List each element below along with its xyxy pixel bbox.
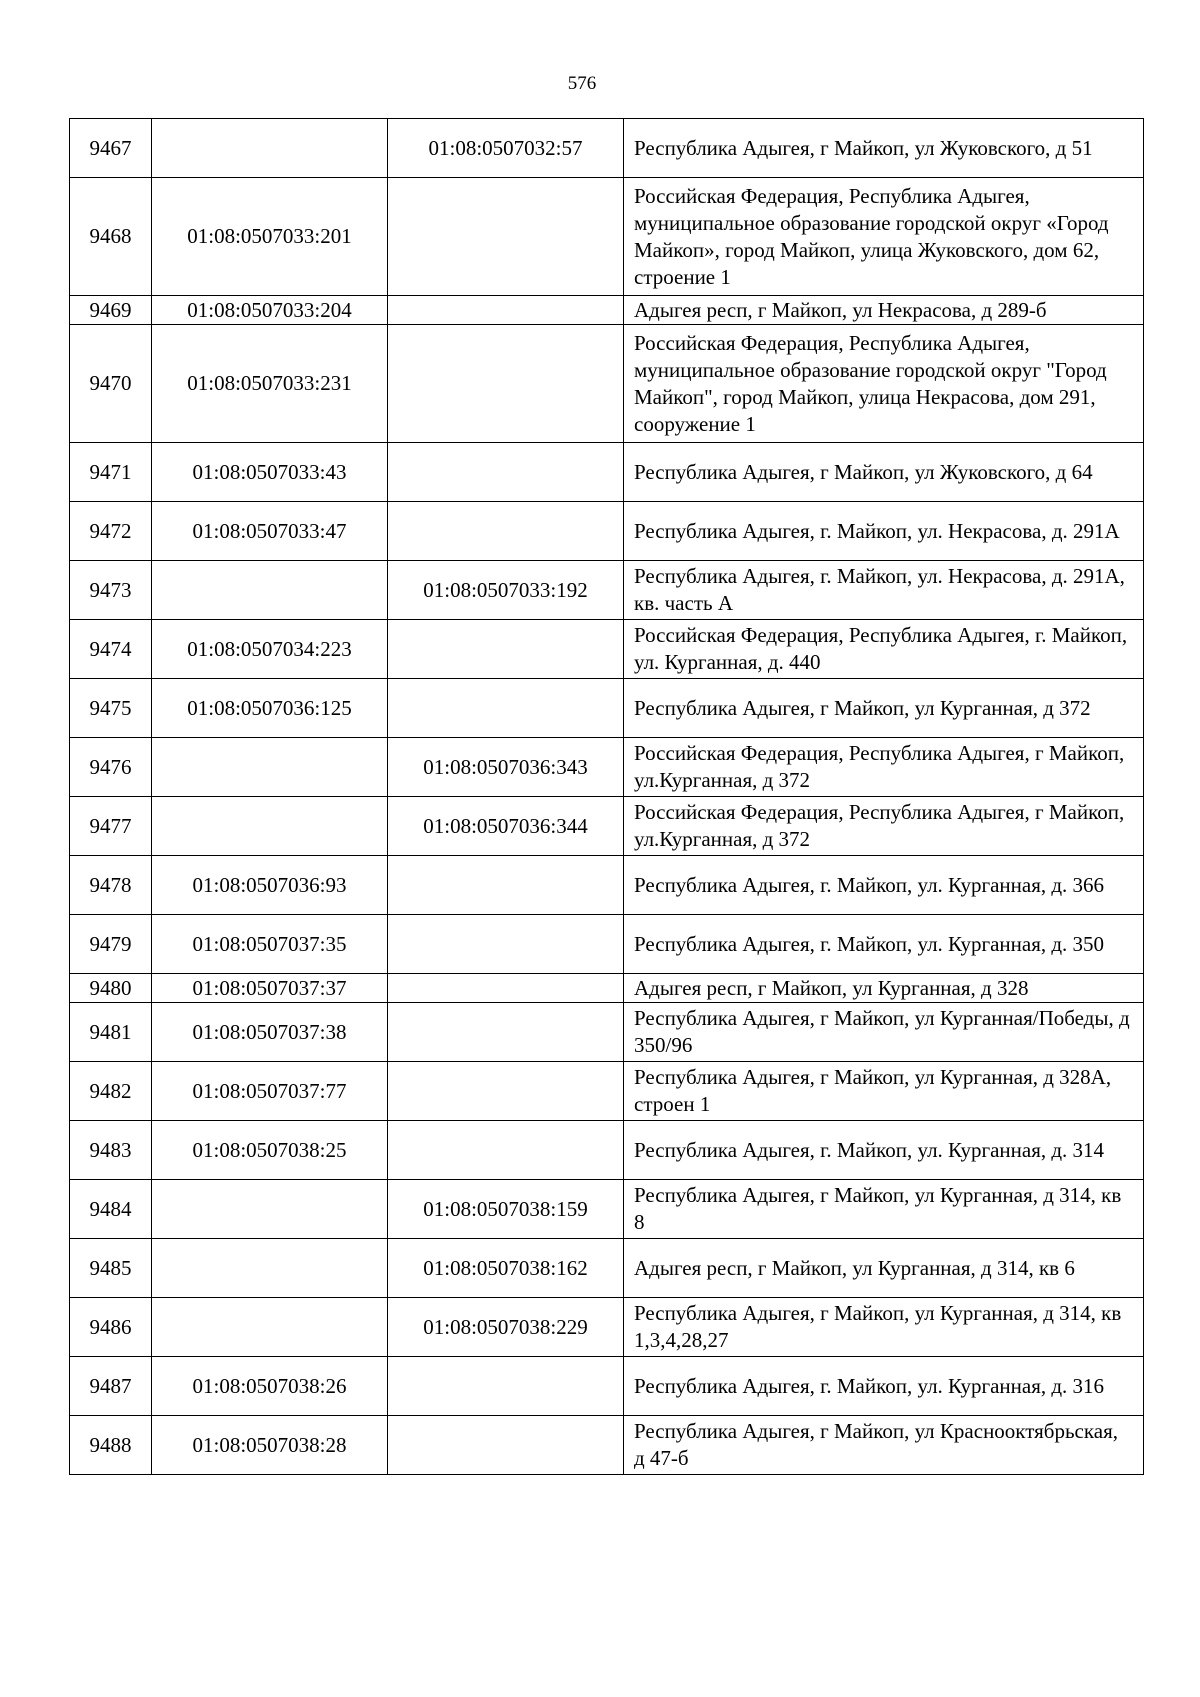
- row-number-cell: 9485: [70, 1239, 152, 1298]
- address-cell: Адыгея респ, г Майкоп, ул Курганная, д 328: [624, 974, 1144, 1003]
- land-cadastral-number-cell: 01:08:0507033:43: [152, 443, 388, 502]
- table-row: [70, 974, 1144, 1003]
- table-row: [70, 1298, 1144, 1357]
- table-row: [70, 1416, 1144, 1475]
- table-row: [70, 561, 1144, 620]
- land-cadastral-number-cell: 01:08:0507033:47: [152, 502, 388, 561]
- row-number-cell: 9471: [70, 443, 152, 502]
- table-row: [70, 1003, 1144, 1062]
- table-row: [70, 738, 1144, 797]
- land-cadastral-number-cell: [152, 119, 388, 178]
- row-number-cell: 9486: [70, 1298, 152, 1357]
- land-cadastral-number-cell: 01:08:0507037:38: [152, 1003, 388, 1062]
- land-cadastral-number-cell: [152, 738, 388, 797]
- address-cell: Российская Федерация, Республика Адыгея, г Майкоп, ул.Курганная, д 372: [624, 738, 1144, 797]
- address-cell: Адыгея респ, г Майкоп, ул Курганная, д 314, кв 6: [624, 1239, 1144, 1298]
- table-row: [70, 119, 1144, 178]
- row-number-cell: 9480: [70, 974, 152, 1003]
- address-cell: Российская Федерация, Республика Адыгея, муниципальное образование городской округ "Город Майкоп", город Майкоп, улица Некрасова, дом 291, сооружение 1: [624, 325, 1144, 443]
- land-cadastral-number-cell: 01:08:0507037:37: [152, 974, 388, 1003]
- object-cadastral-number-cell: [388, 296, 624, 325]
- object-cadastral-number-cell: [388, 1003, 624, 1062]
- table-row: [70, 1239, 1144, 1298]
- land-cadastral-number-cell: 01:08:0507033:204: [152, 296, 388, 325]
- row-number-cell: 9479: [70, 915, 152, 974]
- land-cadastral-number-cell: 01:08:0507033:231: [152, 325, 388, 443]
- address-cell: Адыгея респ, г Майкоп, ул Некрасова, д 289-б: [624, 296, 1144, 325]
- address-cell: Республика Адыгея, г Майкоп, ул Краснооктябрьская, д 47-б: [624, 1416, 1144, 1475]
- land-cadastral-number-cell: 01:08:0507033:201: [152, 178, 388, 296]
- row-number-cell: 9482: [70, 1062, 152, 1121]
- row-number-cell: 9478: [70, 856, 152, 915]
- row-number-cell: 9476: [70, 738, 152, 797]
- land-cadastral-number-cell: [152, 1239, 388, 1298]
- object-cadastral-number-cell: [388, 915, 624, 974]
- object-cadastral-number-cell: [388, 178, 624, 296]
- address-cell: Республика Адыгея, г Майкоп, ул Курганная, д 314, кв 1,3,4,28,27: [624, 1298, 1144, 1357]
- address-cell: Республика Адыгея, г. Майкоп, ул. Курганная, д. 316: [624, 1357, 1144, 1416]
- land-cadastral-number-cell: 01:08:0507038:28: [152, 1416, 388, 1475]
- land-cadastral-number-cell: 01:08:0507037:35: [152, 915, 388, 974]
- row-number-cell: 9474: [70, 620, 152, 679]
- table-row: [70, 797, 1144, 856]
- row-number-cell: 9475: [70, 679, 152, 738]
- land-cadastral-number-cell: 01:08:0507037:77: [152, 1062, 388, 1121]
- land-cadastral-number-cell: 01:08:0507038:25: [152, 1121, 388, 1180]
- row-number-cell: 9483: [70, 1121, 152, 1180]
- object-cadastral-number-cell: 01:08:0507032:57: [388, 119, 624, 178]
- row-number-cell: 9477: [70, 797, 152, 856]
- registry-table-body: [70, 119, 1144, 1475]
- address-cell: Республика Адыгея, г. Майкоп, ул. Некрасова, д. 291А: [624, 502, 1144, 561]
- table-row: [70, 679, 1144, 738]
- land-cadastral-number-cell: [152, 561, 388, 620]
- row-number-cell: 9469: [70, 296, 152, 325]
- table-row: [70, 296, 1144, 325]
- object-cadastral-number-cell: [388, 1416, 624, 1475]
- object-cadastral-number-cell: 01:08:0507036:344: [388, 797, 624, 856]
- address-cell: Республика Адыгея, г. Майкоп, ул. Курганная, д. 366: [624, 856, 1144, 915]
- object-cadastral-number-cell: 01:08:0507038:229: [388, 1298, 624, 1357]
- row-number-cell: 9473: [70, 561, 152, 620]
- table-row: [70, 1062, 1144, 1121]
- land-cadastral-number-cell: 01:08:0507036:93: [152, 856, 388, 915]
- row-number-cell: 9487: [70, 1357, 152, 1416]
- object-cadastral-number-cell: [388, 856, 624, 915]
- table-row: [70, 443, 1144, 502]
- address-cell: Республика Адыгея, г Майкоп, ул Жуковского, д 64: [624, 443, 1144, 502]
- address-cell: Республика Адыгея, г Майкоп, ул Курганная/Победы, д 350/96: [624, 1003, 1144, 1062]
- table-row: [70, 325, 1144, 443]
- land-cadastral-number-cell: 01:08:0507034:223: [152, 620, 388, 679]
- address-cell: Республика Адыгея, г Майкоп, ул Жуковского, д 51: [624, 119, 1144, 178]
- object-cadastral-number-cell: [388, 620, 624, 679]
- land-cadastral-number-cell: 01:08:0507036:125: [152, 679, 388, 738]
- row-number-cell: 9484: [70, 1180, 152, 1239]
- row-number-cell: 9467: [70, 119, 152, 178]
- address-cell: Республика Адыгея, г. Майкоп, ул. Курганная, д. 350: [624, 915, 1144, 974]
- row-number-cell: 9481: [70, 1003, 152, 1062]
- table-row: [70, 178, 1144, 296]
- land-cadastral-number-cell: [152, 1180, 388, 1239]
- object-cadastral-number-cell: [388, 679, 624, 738]
- address-cell: Российская Федерация, Республика Адыгея, г. Майкоп, ул. Курганная, д. 440: [624, 620, 1144, 679]
- row-number-cell: 9472: [70, 502, 152, 561]
- address-cell: Республика Адыгея, г Майкоп, ул Курганная, д 314, кв 8: [624, 1180, 1144, 1239]
- address-cell: Республика Адыгея, г. Майкоп, ул. Некрасова, д. 291А, кв. часть А: [624, 561, 1144, 620]
- object-cadastral-number-cell: [388, 1357, 624, 1416]
- object-cadastral-number-cell: 01:08:0507036:343: [388, 738, 624, 797]
- object-cadastral-number-cell: 01:08:0507038:162: [388, 1239, 624, 1298]
- address-cell: Российская Федерация, Республика Адыгея, муниципальное образование городской округ «Город Майкоп», город Майкоп, улица Жуковского, дом 62, строение 1: [624, 178, 1144, 296]
- table-row: [70, 1180, 1144, 1239]
- table-row: [70, 620, 1144, 679]
- table-row: [70, 915, 1144, 974]
- row-number-cell: 9470: [70, 325, 152, 443]
- table-row: [70, 856, 1144, 915]
- land-cadastral-number-cell: [152, 1298, 388, 1357]
- object-cadastral-number-cell: [388, 443, 624, 502]
- object-cadastral-number-cell: [388, 325, 624, 443]
- registry-table: [69, 118, 1144, 1475]
- address-cell: Республика Адыгея, г Майкоп, ул Курганная, д 372: [624, 679, 1144, 738]
- object-cadastral-number-cell: [388, 1121, 624, 1180]
- table-row: [70, 1121, 1144, 1180]
- table-row: [70, 1357, 1144, 1416]
- object-cadastral-number-cell: 01:08:0507033:192: [388, 561, 624, 620]
- row-number-cell: 9468: [70, 178, 152, 296]
- table-row: [70, 502, 1144, 561]
- object-cadastral-number-cell: [388, 974, 624, 1003]
- land-cadastral-number-cell: 01:08:0507038:26: [152, 1357, 388, 1416]
- address-cell: Республика Адыгея, г. Майкоп, ул. Курганная, д. 314: [624, 1121, 1144, 1180]
- land-cadastral-number-cell: [152, 797, 388, 856]
- address-cell: Республика Адыгея, г Майкоп, ул Курганная, д 328А, строен 1: [624, 1062, 1144, 1121]
- row-number-cell: 9488: [70, 1416, 152, 1475]
- address-cell: Российская Федерация, Республика Адыгея, г Майкоп, ул.Курганная, д 372: [624, 797, 1144, 856]
- object-cadastral-number-cell: [388, 502, 624, 561]
- object-cadastral-number-cell: 01:08:0507038:159: [388, 1180, 624, 1239]
- page-number: 576: [567, 73, 597, 94]
- object-cadastral-number-cell: [388, 1062, 624, 1121]
